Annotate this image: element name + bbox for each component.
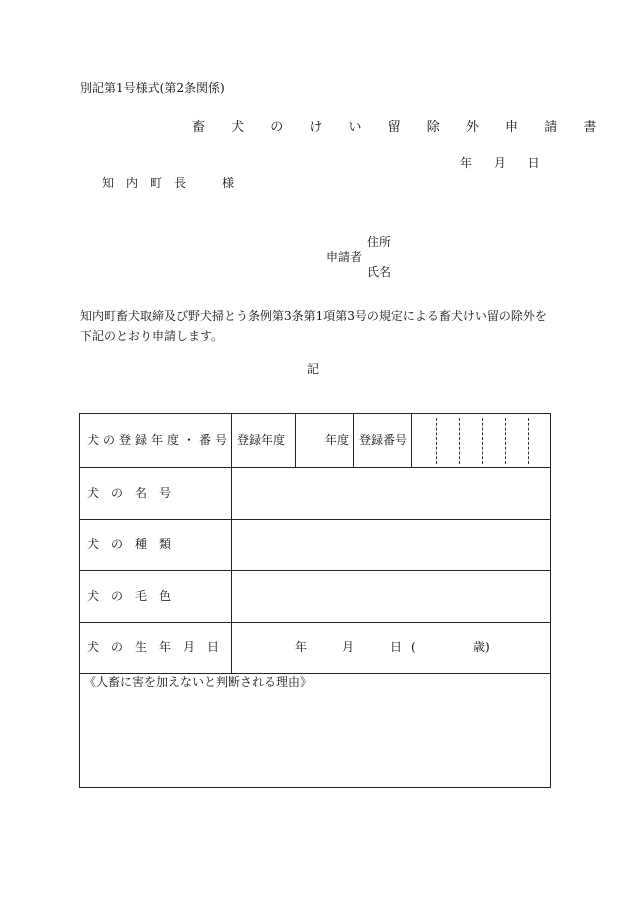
row-divider — [80, 519, 550, 520]
cell-divider — [411, 414, 412, 467]
row-label-dog-birthdate: 犬 の 生 年 月 日 — [87, 640, 220, 654]
registration-year-label: 登録年度 — [237, 433, 286, 447]
row-label-registration: 犬の登録年度・番号 — [87, 433, 232, 447]
ki-label: 記 — [307, 362, 320, 376]
row-divider — [80, 570, 550, 571]
row-label-dog-breed: 犬 の 種 類 — [87, 537, 172, 551]
document-title: 畜 犬 の け い 留 除 外 申 請 書 — [192, 120, 608, 135]
row-divider — [80, 622, 550, 623]
birth-month-label: 月 — [342, 640, 355, 654]
row-divider — [80, 467, 550, 468]
label-column-divider — [231, 414, 232, 673]
applicant-label: 申請者 — [326, 250, 363, 264]
address-label: 住所 — [367, 235, 392, 249]
digit-separator — [505, 418, 506, 464]
row-divider — [80, 673, 550, 674]
date-line: 年 月 日 — [460, 156, 540, 170]
addressee: 知 内 町 長 様 — [102, 176, 235, 190]
form-table — [79, 413, 551, 788]
row-label-dog-color: 犬 の 毛 色 — [87, 589, 172, 603]
row-label-dog-name: 犬 の 名 号 — [87, 486, 172, 500]
form-label: 別記第1号様式(第2条関係) — [80, 81, 225, 95]
age-open-paren: ( — [411, 640, 416, 654]
reason-label: 《人畜に害を加えないと判断される理由》 — [84, 675, 313, 689]
name-label: 氏名 — [367, 265, 392, 279]
birth-year-label: 年 — [295, 640, 308, 654]
nendo-label: 年度 — [325, 433, 350, 447]
digit-separator — [528, 418, 529, 464]
digit-separator — [436, 418, 437, 464]
digit-separator — [482, 418, 483, 464]
birth-day-label: 日 — [390, 640, 403, 654]
age-label: 歳) — [473, 640, 490, 654]
registration-number-label: 登録番号 — [359, 433, 408, 447]
cell-divider — [295, 414, 296, 467]
cell-divider — [353, 414, 354, 467]
digit-separator — [459, 418, 460, 464]
body-text: 知内町畜犬取締及び野犬掃とう条例第3条第1項第3号の規定による畜犬けい留の除外を下記のとおり申請します。 — [80, 309, 547, 343]
